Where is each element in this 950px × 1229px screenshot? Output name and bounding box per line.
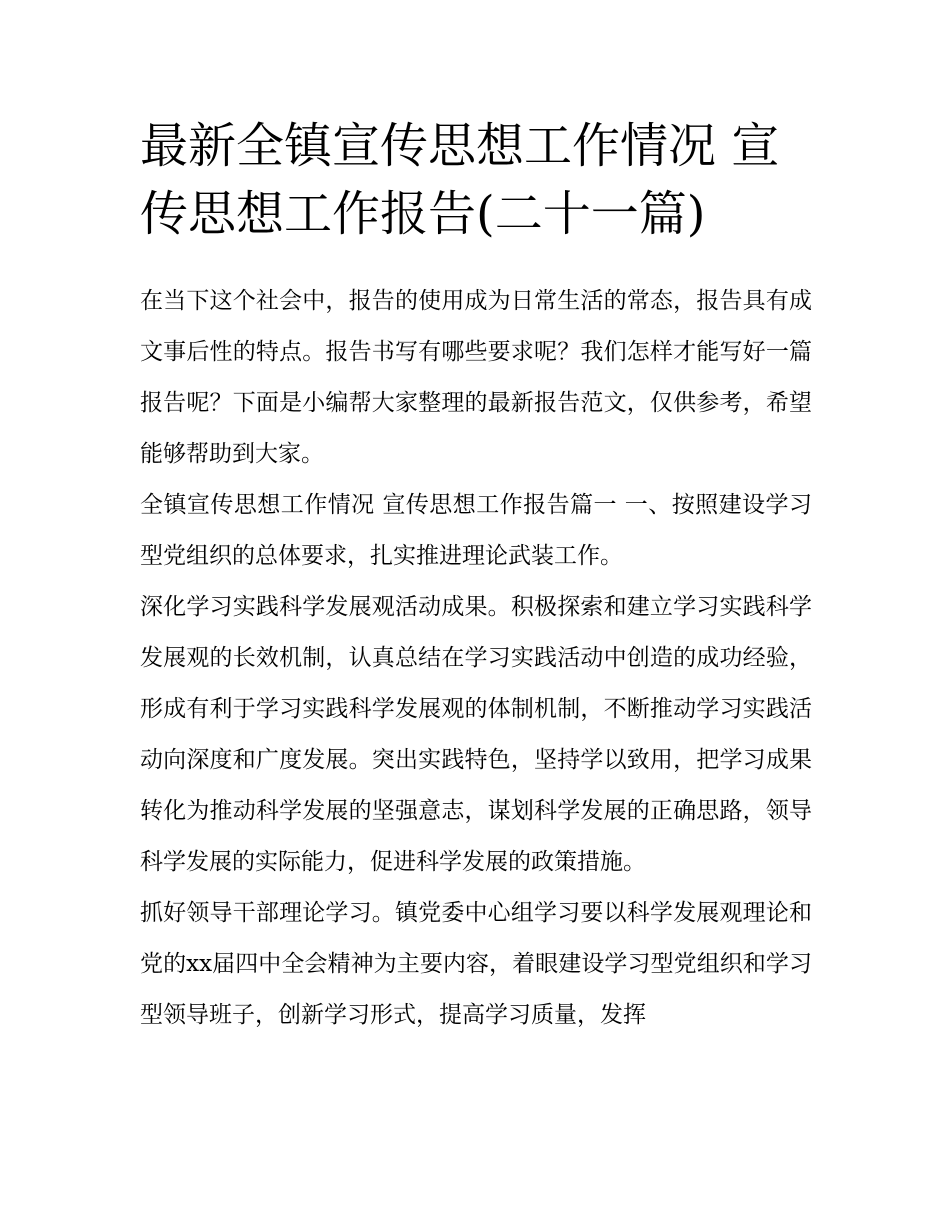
paragraph-leader-study: 抓好领导干部理论学习。镇党委中心组学习要以科学发展观理论和党的xx届四中全会精神为主要内容，着眼建设学习型党组织和学习型领导班子，创新学习形式，提高学习质量，发挥: [140, 900, 812, 1028]
paragraph-section-one-heading: 全镇宣传思想工作情况 宣传思想工作报告篇一 一、按照建设学习型党组织的总体要求，扎实推进理论武装工作。: [140, 492, 812, 569]
document-title: 最新全镇宣传思想工作情况 宣传思想工作报告(二十一篇): [140, 118, 780, 242]
paragraph-intro: 在当下这个社会中，报告的使用成为日常生活的常态，报告具有成文事后性的特点。报告书写有哪些要求呢？我们怎样才能写好一篇报告呢？下面是小编帮大家整理的最新报告范文，仅供参考，希望能够帮助到大家。: [140, 288, 812, 467]
paragraph-scientific-development: 深化学习实践科学发展观活动成果。积极探索和建立学习实践科学发展观的长效机制，认真总结在学习实践活动中创造的成功经验，形成有利于学习实践科学发展观的体制机制，不断推动学习实践活动向深度和广度发展。突出实践特色，坚持学以致用，把学习成果转化为推动科学发展的坚强意志，谋划科学发展的正确思路，领导科学发展的实际能力，促进科学发展的政策措施。: [140, 594, 812, 875]
document-body: [140, 112, 812, 1041]
